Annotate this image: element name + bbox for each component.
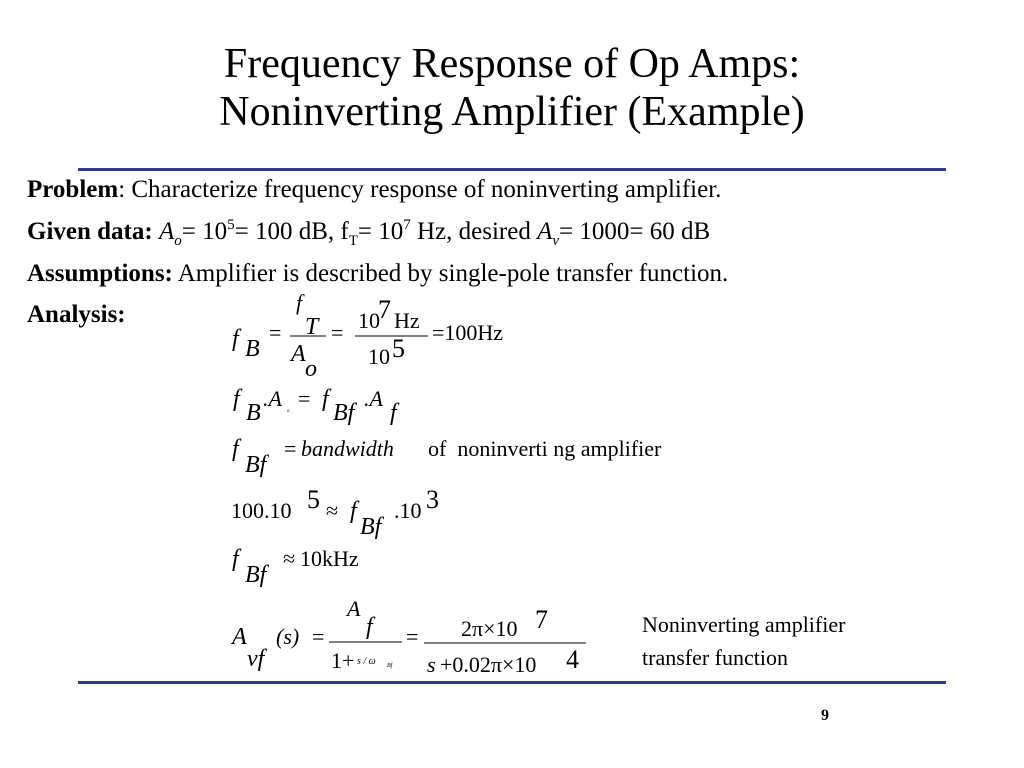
eq1-eq2: = bbox=[331, 320, 344, 345]
eq2-dot-a2: .A bbox=[364, 386, 383, 411]
eq5-f: f bbox=[232, 546, 239, 572]
eq6-num-a: A bbox=[347, 596, 361, 621]
eq6-a: A bbox=[232, 624, 247, 650]
eq1-num-sub: T bbox=[305, 314, 319, 340]
eq3-eq: = bbox=[284, 436, 297, 461]
eq6-den-small: s / ω bbox=[357, 656, 376, 667]
av-symbol: A bbox=[537, 218, 553, 245]
caption-line-2: transfer function bbox=[642, 645, 788, 670]
equation-gain-bandwidth bbox=[233, 386, 400, 426]
eq4-lhs: 100.10 bbox=[231, 498, 292, 523]
eq4-approx: ≈ bbox=[326, 498, 339, 523]
eq6-num-sub: f bbox=[366, 614, 373, 640]
assumptions-text: Amplifier is described by single-pole transfer function. bbox=[172, 260, 729, 287]
eq4-rhs: .10 bbox=[394, 498, 422, 523]
eq6-den2-s: s bbox=[427, 652, 436, 677]
ft-eq: = 10 bbox=[357, 218, 404, 245]
eq1-num2-unit: Hz bbox=[394, 308, 420, 333]
eq6-sub: vf bbox=[247, 646, 265, 672]
eq1-num2-exp: 7 bbox=[378, 295, 391, 324]
eq2-sub-f: f bbox=[390, 400, 397, 426]
problem-label: Problem bbox=[27, 176, 119, 203]
eq3-sub: Bf bbox=[245, 452, 267, 478]
eq6-den-1: 1+ bbox=[331, 648, 355, 673]
caption-line-1: Noninverting amplifier bbox=[642, 612, 846, 637]
ao-sub: o bbox=[174, 233, 182, 249]
eq1-result: =100Hz bbox=[432, 320, 504, 345]
eq2-sub-bf: Bf bbox=[333, 400, 355, 426]
eq6-eq2: = bbox=[406, 624, 419, 649]
ao-eq: = 10 bbox=[181, 218, 228, 245]
eq2-dot-a: .A bbox=[263, 386, 282, 411]
ft-exp: 7 bbox=[403, 217, 411, 233]
eq4-lhs-exp: 5 bbox=[307, 485, 320, 514]
analysis-label: Analysis: bbox=[27, 301, 126, 328]
av-sub: v bbox=[552, 233, 560, 249]
eq5-val: 10kHz bbox=[300, 546, 359, 571]
equation-definition bbox=[232, 436, 662, 478]
eq6-den2-exp: 4 bbox=[566, 645, 579, 674]
eq3-rest: of noninverti ng amplifier bbox=[428, 436, 662, 461]
ao-symbol: A bbox=[158, 218, 175, 245]
eq5-sub: Bf bbox=[245, 562, 267, 588]
eq3-f: f bbox=[232, 436, 239, 462]
av-val: = 1000= 60 dB bbox=[559, 218, 711, 245]
eq6-den2-rest: +0.02π×10 bbox=[440, 652, 537, 677]
equation-result bbox=[232, 546, 359, 588]
ao-db: = 100 dB, f bbox=[234, 218, 349, 245]
transfer-function-caption bbox=[642, 608, 845, 674]
eq2-f2: f bbox=[322, 386, 329, 412]
eq4-rhs-exp: 3 bbox=[426, 485, 439, 514]
ft-unit: Hz, desired bbox=[410, 218, 538, 245]
assumptions-label: Assumptions: bbox=[27, 260, 173, 287]
equation-bandwidth bbox=[232, 290, 503, 382]
eq6-num2: 2π×10 bbox=[461, 616, 518, 641]
eq1-den2-base: 10 bbox=[368, 344, 390, 369]
page-number: 9 bbox=[821, 707, 829, 724]
eq6-paren: (s) bbox=[276, 624, 300, 649]
eq4-sub: Bf bbox=[360, 514, 382, 540]
eq1-den2-exp: 5 bbox=[392, 334, 405, 363]
eq2-f: f bbox=[233, 386, 240, 412]
given-label: Given data: bbox=[27, 218, 153, 245]
title-line-2: Noninverting Amplifier (Example) bbox=[219, 89, 805, 135]
eq6-den-small-sub: Bf bbox=[387, 663, 393, 669]
problem-text: : Characterize frequency response of noninverting amplifier. bbox=[118, 176, 722, 203]
eq1-den-a: A bbox=[291, 341, 306, 367]
eq4-f: f bbox=[350, 498, 357, 524]
eq1-num2-base: 10 bbox=[358, 308, 380, 333]
ao-exp: 5 bbox=[227, 217, 235, 233]
eq6-num2-exp: 7 bbox=[535, 605, 548, 634]
eq1-sub-b: B bbox=[245, 336, 260, 362]
title-line-1: Frequency Response of Op Amps: bbox=[223, 41, 801, 87]
eq3-word: bandwidth bbox=[301, 436, 394, 461]
eq2-tiny-o: o bbox=[287, 409, 290, 414]
eq2-sub-b: B bbox=[246, 400, 261, 426]
eq1-eq: = bbox=[269, 320, 282, 345]
eq1-den-sub: o bbox=[305, 356, 317, 382]
equation-approx-product bbox=[231, 485, 439, 540]
eq6-eq: = bbox=[312, 624, 325, 649]
eq2-eq: = bbox=[298, 386, 311, 411]
eq5-approx: ≈ bbox=[283, 546, 296, 571]
equation-transfer-function bbox=[230, 596, 586, 677]
ft-sub: T bbox=[348, 233, 358, 249]
eq1-f: f bbox=[232, 326, 239, 352]
eq1-num-f: f bbox=[296, 290, 303, 315]
